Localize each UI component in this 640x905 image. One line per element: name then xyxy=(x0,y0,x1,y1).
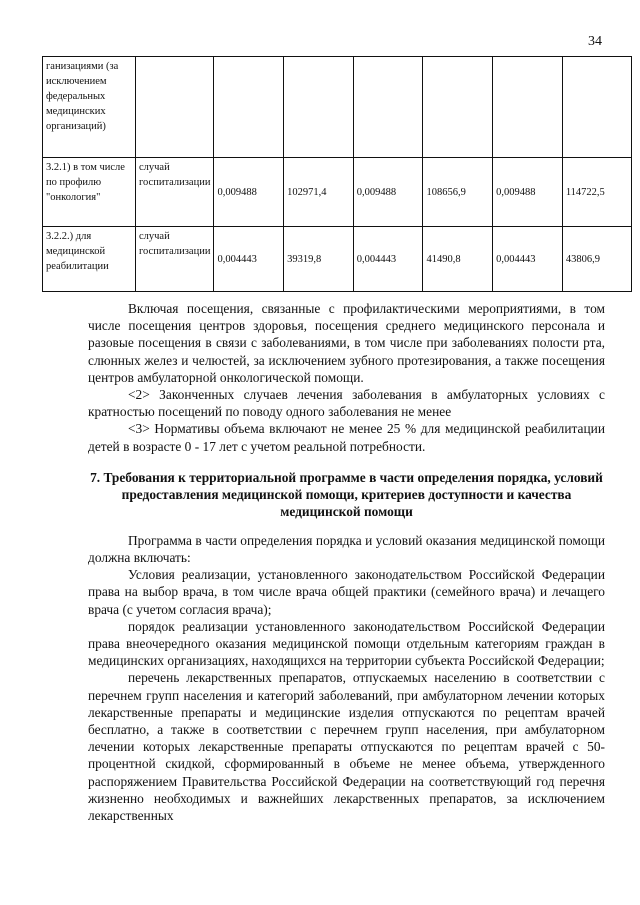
page-number: 34 xyxy=(588,34,602,49)
paragraph-program-intro: Программа в части определения порядка и условий оказания медицинской помощи должна включать: xyxy=(88,532,605,566)
paragraph-visits: Включая посещения, связанные с профилактическими мероприятиями, в том числе посещения центров здоровья, посещения среднего медицинского персонала и разовые посещения в связи с заболеваниями, в том числе при заболеваниях полости рта, слюнных желез и челюстей, за исключением зубного протезирования, а также посещения центров амбулаторной онкологической помощи. xyxy=(88,301,605,385)
cell-value xyxy=(214,57,284,158)
cell-value xyxy=(562,57,631,158)
row-label: 3.2.1) в том числе по профилю "онкология" xyxy=(43,158,136,227)
cell-value: 0,004443 xyxy=(214,227,284,292)
cell-value: 0,004443 xyxy=(353,227,423,292)
cell-value xyxy=(353,57,423,158)
paragraph-doctor-choice: Условия реализации, установленного законодательством Российской Федерации права на выбор врача, в том числе врача общей практики (семейного врача) и лечащего врача (с учетом согласия врача); xyxy=(88,567,605,617)
cell-value: 39319,8 xyxy=(284,227,354,292)
paragraph-drug-list: перечень лекарственных препаратов, отпускаемых населению в соответствии с перечнем групп населения и категорий заболеваний, при амбулаторном лечении которых лекарственные препараты и медицинские изделия отпускаются по рецептам врачей бесплатно, а также в соответствии с перечнем групп населения, при амбулаторном лечении которых лекарственные препараты отпускаются по рецептам врачей с 50-процентной скидкой, сформированный в объеме не менее объема, утвержденного распоряжением Правительства Российской Федерации на соответствующий год перечня жизненно необходимых и важнейших лекарственных препаратов, за исключением лекарственных xyxy=(88,670,605,824)
cell-value: 0,009488 xyxy=(214,158,284,227)
table-row xyxy=(43,227,632,292)
footnote-3: <3> Нормативы объема включают не менее 25 % для медицинской реабилитации детей в возрасте 0 - 17 лет с учетом реальной потребности. xyxy=(88,421,605,454)
cell-value: 41490,8 xyxy=(423,227,493,292)
cell-value: 43806,9 xyxy=(562,227,631,292)
norms-table xyxy=(42,56,632,292)
paragraph-priority-care: порядок реализации установленного законодательством Российской Федерации права внеочередного оказания медицинской помощи отдельным категориям граждан в медицинских организациях, находящихся на территории субъекта Российской Федерации; xyxy=(88,618,605,669)
footnote-2: <2> Законченных случаев лечения заболевания в амбулаторных условиях с кратностью посещений по поводу одного заболевания не менее xyxy=(88,387,605,420)
cell-value: 0,009488 xyxy=(353,158,423,227)
cell-value xyxy=(493,57,563,158)
document-body xyxy=(88,300,605,824)
section-heading: 7. Требования к территориальной программе в части определения порядка, условий предоставления медицинской помощи, критериев доступности и качества медицинской помощи xyxy=(90,469,603,519)
cell-value: 102971,4 xyxy=(284,158,354,227)
cell-value xyxy=(423,57,493,158)
table-row xyxy=(43,158,632,227)
row-label: 3.2.2.) для медицинской реабилитации xyxy=(43,227,136,292)
cell-value: 114722,5 xyxy=(562,158,631,227)
cell-value xyxy=(284,57,354,158)
cell-value: 108656,9 xyxy=(423,158,493,227)
row-label: ганизациями (за исключением федеральных медицинских организаций) xyxy=(43,57,136,158)
row-unit: случай госпитализации xyxy=(136,158,214,227)
row-unit: случай госпитализации xyxy=(136,227,214,292)
cell-value: 0,004443 xyxy=(493,227,563,292)
cell-value: 0,009488 xyxy=(493,158,563,227)
row-unit xyxy=(136,57,214,158)
table-row xyxy=(43,57,632,158)
